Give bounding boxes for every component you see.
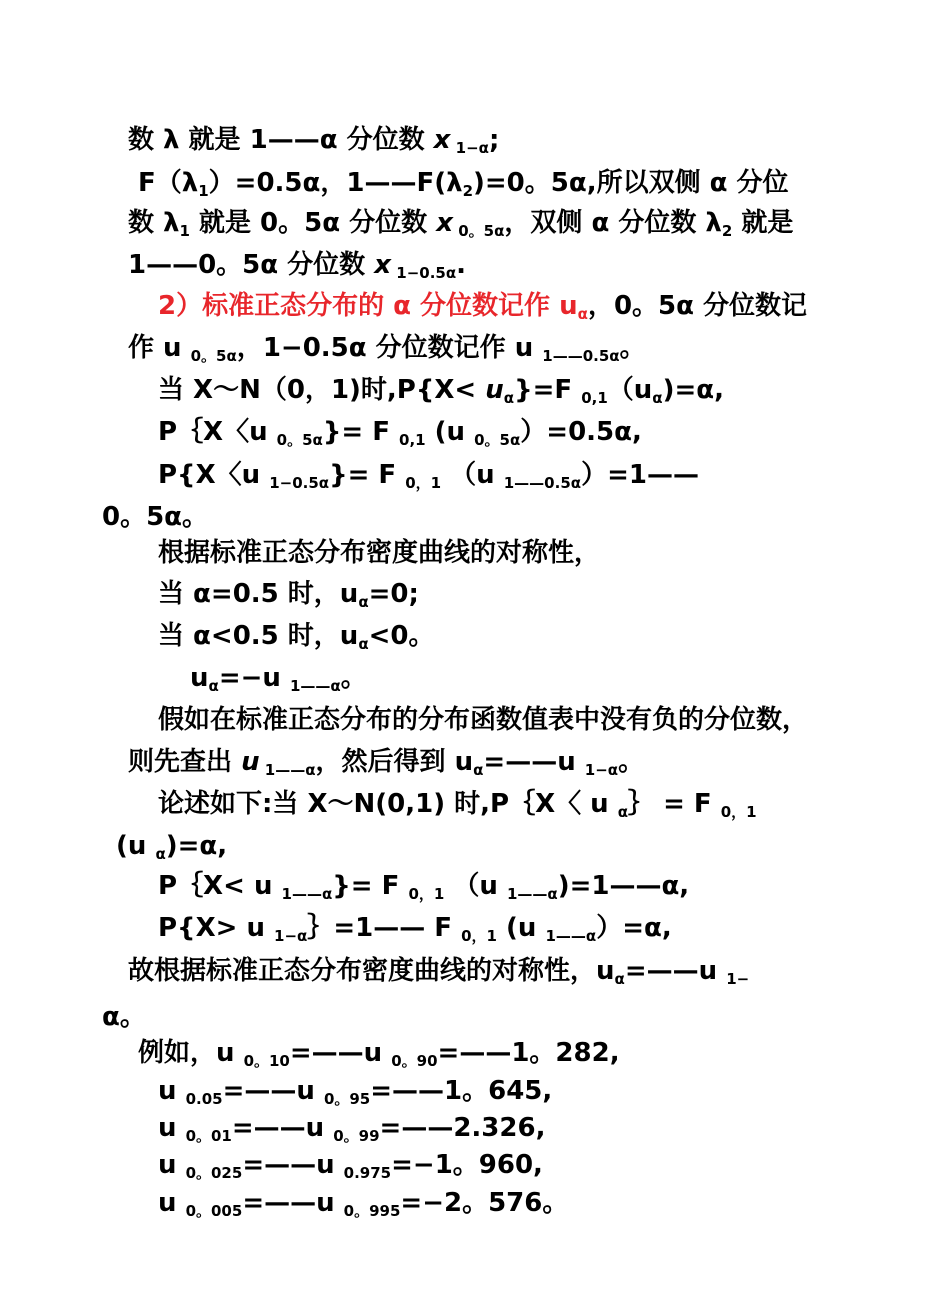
subscript: α [208, 677, 219, 695]
subscript: α [358, 635, 369, 653]
subscript: 1——α [259, 761, 316, 779]
text-line [158, 1071, 552, 1111]
subscript: 0，1 [408, 885, 445, 903]
text-line [158, 574, 419, 614]
subscript: 0。5α [453, 222, 505, 240]
text-run: =−2。576。 [400, 1188, 569, 1218]
subscript: α [577, 305, 588, 323]
text-run: u [158, 1113, 186, 1143]
text-run: 就是 [732, 208, 794, 238]
subscript: 1——α [506, 885, 558, 903]
text-run: ）=α, [596, 913, 672, 943]
text-run: （u [441, 460, 504, 490]
text-run: P｛X< u [158, 871, 282, 901]
text-run: ）=1—— [581, 460, 699, 490]
subscript: 0。95 [323, 1090, 371, 1108]
text-line [128, 742, 644, 782]
text-line [158, 1183, 568, 1223]
text-run: u [190, 663, 209, 693]
text-run: u [241, 747, 260, 777]
subscript: α [358, 593, 369, 611]
text-run: 数 λ [128, 208, 180, 238]
text-run: P｛X〈u [158, 417, 277, 447]
text-run: }= F [322, 417, 400, 447]
text-run: <0。 [368, 621, 435, 651]
subscript: 1−0.5α [269, 474, 330, 492]
text-run: 当 α=0.5 时，u [158, 579, 359, 609]
text-run: 当 X～N（0，1)时,P{X< [158, 375, 486, 405]
text-run: (u [116, 831, 156, 861]
text-run: 作 u [128, 333, 191, 363]
text-run: }= F [329, 460, 406, 490]
subscript: α [155, 845, 166, 863]
subscript: 0.05 [185, 1090, 223, 1108]
subscript: 1−α [450, 139, 489, 157]
subscript: 2 [721, 222, 733, 240]
text-run: 0。5α。 [102, 502, 209, 532]
text-run: 。 [340, 663, 367, 693]
text-run: =0; [368, 579, 419, 609]
text-run: 故根据标准正态分布密度曲线的对称性，u [128, 956, 615, 986]
text-run: x [436, 208, 453, 238]
subscript: 1——0.5α [542, 347, 620, 365]
text-line [158, 533, 600, 573]
subscript: 1−α [274, 927, 308, 945]
text-run: 论述如下:当 X～N(0,1) 时,P｛X〈 u [158, 789, 618, 819]
text-line [128, 328, 646, 368]
text-run: 。 [619, 333, 646, 363]
subscript: α [473, 761, 484, 779]
text-line [116, 826, 227, 866]
text-run: 根据标准正态分布密度曲线的对称性， [158, 538, 601, 568]
text-run: )=0。5α,所以双侧 α 分位 [473, 168, 789, 198]
subscript: 2 [462, 182, 473, 200]
text-run: u [158, 1076, 186, 1106]
text-run: =——u [242, 1150, 344, 1180]
text-run: u [158, 1150, 186, 1180]
subscript: α [503, 389, 515, 407]
text-run: 当 α<0.5 时，u [158, 621, 359, 651]
subscript: 0。995 [343, 1202, 401, 1220]
subscript: 1− [726, 970, 750, 988]
text-line [158, 412, 642, 452]
subscript: 0。99 [333, 1127, 380, 1145]
text-run: =——2.326, [379, 1113, 546, 1143]
text-run: =——1。282, [437, 1038, 620, 1068]
text-run: ｝ = F [628, 789, 721, 819]
text-run: =——u [222, 1076, 324, 1106]
text-run: 数 λ 就是 1——α 分位数 [128, 125, 434, 155]
text-run: 0。5α 分位数记 [613, 291, 808, 321]
text-line [138, 1033, 620, 1073]
subscript: 1−0.5α [391, 264, 457, 282]
text-run: P{X〈u [158, 460, 270, 490]
subscript: 1——α [289, 677, 341, 695]
text-run: 1——0。5α 分位数 [128, 250, 375, 280]
text-run: (u [425, 417, 475, 447]
text-run: ｝=1—— F [307, 913, 462, 943]
text-run: ， [587, 291, 614, 321]
subscript: 0，1 [405, 474, 442, 492]
text-line [158, 1145, 543, 1185]
text-line [158, 370, 724, 410]
text-line [158, 908, 672, 948]
subscript: α [614, 970, 625, 988]
text-run: 假如在标准正态分布的分布函数值表中没有负的分位数， [158, 705, 809, 735]
text-run: 就是 0。5α 分位数 [189, 208, 437, 238]
text-line [190, 658, 367, 698]
text-run: u [158, 1188, 186, 1218]
text-run: （u [444, 871, 507, 901]
subscript: α [652, 389, 663, 407]
text-run: x [374, 250, 392, 280]
text-run: =——u [624, 956, 727, 986]
text-run: )=α, [662, 375, 725, 405]
subscript: 1——0.5α [503, 474, 582, 492]
text-line [138, 163, 789, 203]
subscript: 0。10 [243, 1052, 290, 1070]
text-line [102, 997, 146, 1037]
subscript: 1——α [545, 927, 597, 945]
text-line [158, 866, 689, 906]
text-run: =——u [289, 1038, 392, 1068]
text-line [158, 616, 435, 656]
subscript: 1——α [281, 885, 333, 903]
subscript: 0,1 [399, 431, 426, 449]
text-run: . [456, 250, 467, 280]
text-run: =——1。645, [370, 1076, 553, 1106]
text-run: =——u [242, 1188, 344, 1218]
text-run: ; [489, 125, 500, 155]
subscript: 0。005 [185, 1202, 243, 1220]
text-line [128, 951, 749, 991]
text-run: ）=0.5α, [520, 417, 642, 447]
subscript: 0。01 [185, 1127, 232, 1145]
subscript: 0，1 [461, 927, 497, 945]
text-run: =−u [218, 663, 290, 693]
text-line [158, 286, 807, 326]
subscript: 1 [198, 182, 209, 200]
text-line [128, 120, 499, 160]
text-run: ，然后得到 u [315, 747, 474, 777]
text-run: ，1−0.5α 分位数记作 u [236, 333, 543, 363]
subscript: 0。025 [185, 1164, 243, 1182]
text-run: =−1。960, [391, 1150, 543, 1180]
text-line [128, 245, 466, 285]
text-run: ，双侧 α 分位数 λ [504, 208, 722, 238]
text-run: 。 [618, 747, 645, 777]
subscript: 0。90 [391, 1052, 438, 1070]
text-run: F（λ [138, 168, 199, 198]
text-run: =——u [231, 1113, 334, 1143]
subscript: 1 [179, 222, 190, 240]
text-run: =——u [483, 747, 585, 777]
text-run: x [433, 125, 451, 155]
text-run: ）=0.5α，1——F(λ [208, 168, 463, 198]
text-line [158, 784, 757, 824]
text-run: (u [496, 913, 546, 943]
text-line [128, 203, 793, 243]
text-run: （u [607, 375, 653, 405]
text-line [158, 1108, 545, 1148]
text-run: }= F [332, 871, 409, 901]
text-run: 例如，u [138, 1038, 244, 1068]
subscript: α [617, 803, 629, 821]
subscript: 0。5α [276, 431, 323, 449]
subscript: 0。5α [190, 347, 237, 365]
text-run: )=1——α, [557, 871, 690, 901]
text-run: P{X> u [158, 913, 275, 943]
subscript: 0，1 [720, 803, 757, 821]
text-run: α。 [102, 1002, 146, 1032]
text-line [158, 700, 808, 740]
subscript: 1−α [584, 761, 619, 779]
text-run: 则先查出 [128, 747, 242, 777]
text-line [158, 455, 699, 495]
text-run: }=F [514, 375, 582, 405]
text-run: 2）标准正态分布的 α 分位数记作 u [158, 291, 578, 321]
text-run: )=α, [165, 831, 228, 861]
text-run: u [485, 375, 504, 405]
subscript: 0,1 [581, 389, 608, 407]
subscript: 0。5α [474, 431, 521, 449]
text-line [102, 497, 208, 537]
subscript: 0.975 [343, 1164, 392, 1182]
